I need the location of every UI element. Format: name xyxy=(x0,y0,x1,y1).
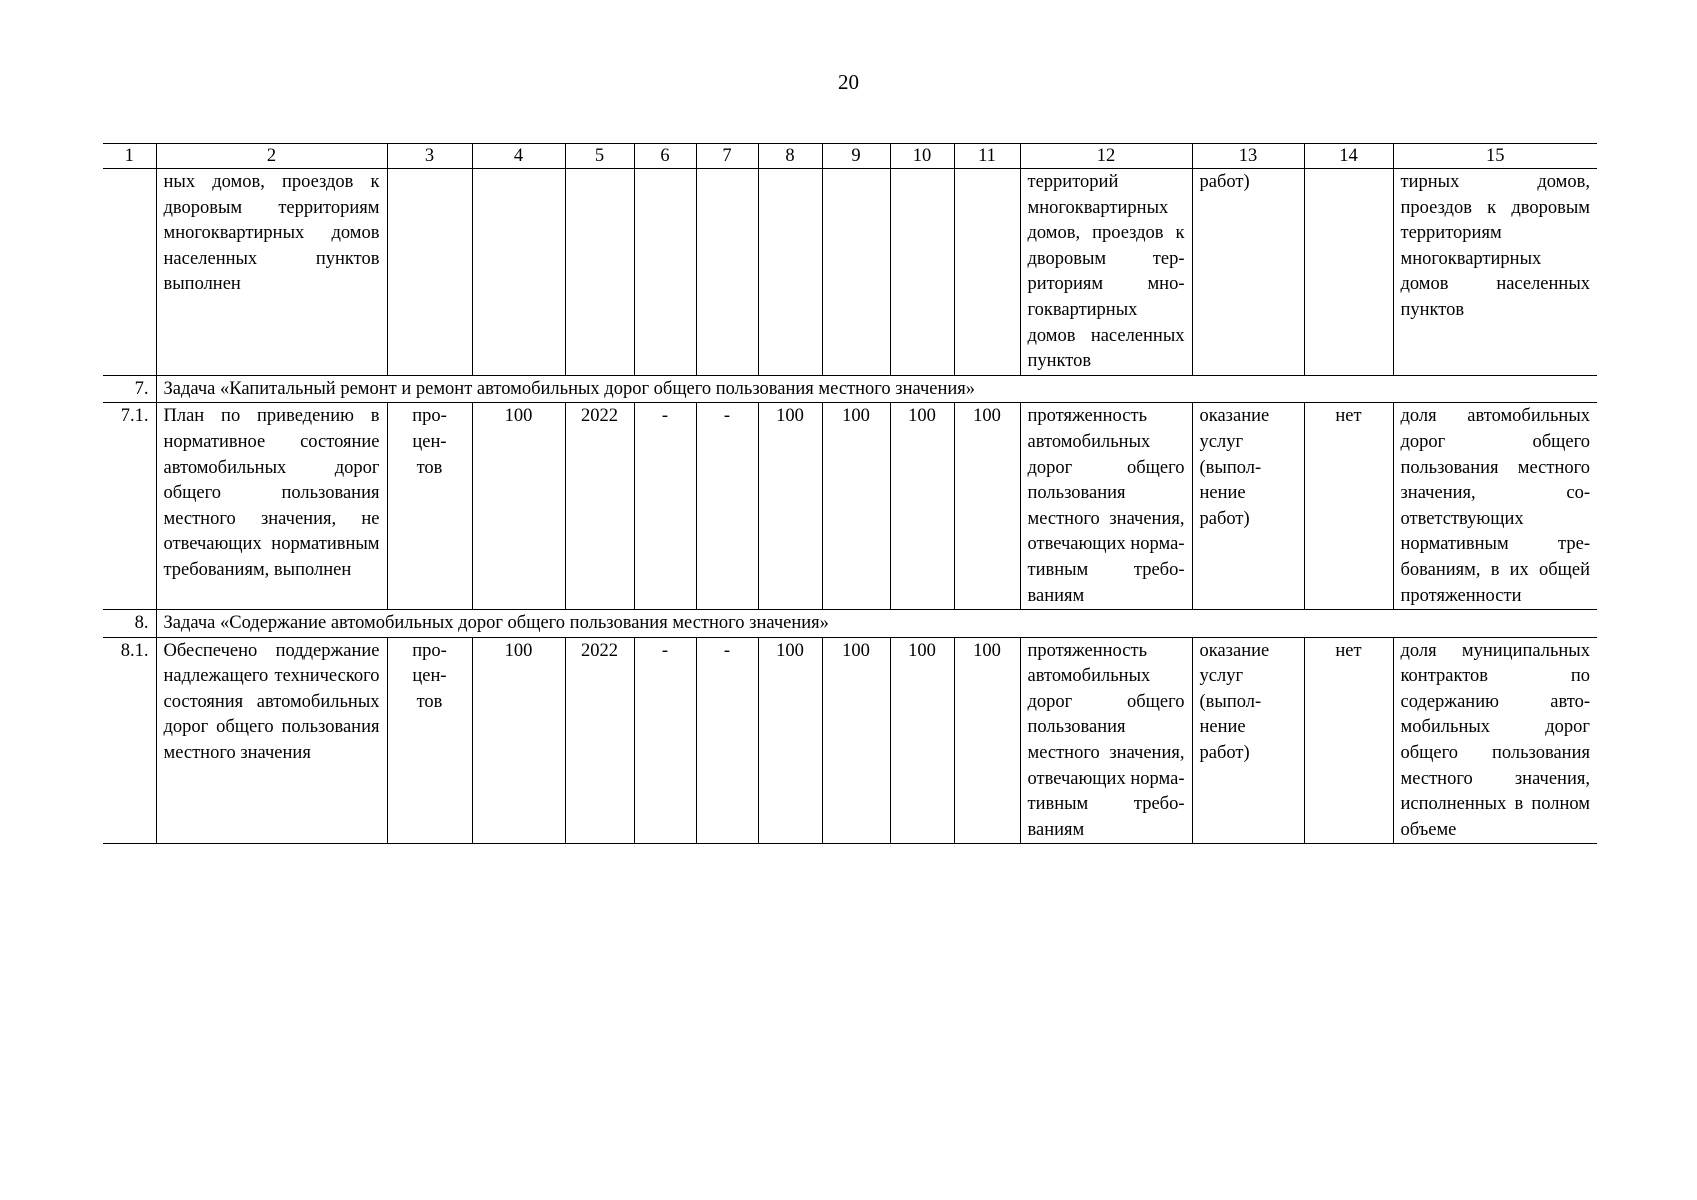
value-cell: - xyxy=(696,403,758,610)
table-cell xyxy=(822,169,890,376)
flag-cell: нет xyxy=(1304,403,1393,610)
row-number: 7.1. xyxy=(103,403,156,610)
indicators-table xyxy=(103,143,1597,844)
result-name-cell: План по приведению в нормативное состояние автомобильных дорог общего пользования местного значения, не отвечающих нормативным требованиям, выполнен xyxy=(156,403,387,610)
row-number: 8.1. xyxy=(103,637,156,844)
result-name-cell: ных домов, проездов к дворовым территориям многоквартирных домов населенных пунктов выполнен xyxy=(156,169,387,376)
value-cell: - xyxy=(634,637,696,844)
table-row xyxy=(103,403,1597,610)
value-cell: 100 xyxy=(954,403,1020,610)
base-value-cell: 100 xyxy=(472,403,565,610)
table-cell xyxy=(1304,169,1393,376)
task-row xyxy=(103,375,1597,403)
value-cell: 100 xyxy=(822,637,890,844)
task-number: 7. xyxy=(103,375,156,403)
value-cell: 100 xyxy=(954,637,1020,844)
type-cell: оказание услуг (выполнение работ) xyxy=(1192,403,1304,610)
column-number: 2 xyxy=(156,144,387,169)
type-cell: оказание услуг (выполнение работ) xyxy=(1192,637,1304,844)
row-number-cell xyxy=(103,169,156,376)
table-cell xyxy=(890,169,954,376)
indicator-cell: протяженность автомобильных дорог общего пользования местного значения, отвечающих нормативным требованиям xyxy=(1020,637,1192,844)
result-name-cell: Обеспечено поддержание надлежащего технического состояния автомобильных дорог общего пользования местного значения xyxy=(156,637,387,844)
task-title: Задача «Содержание автомобильных дорог общего пользования местного значения» xyxy=(156,610,1597,638)
value-cell: - xyxy=(634,403,696,610)
value-cell: 100 xyxy=(758,403,822,610)
type-cell: работ) xyxy=(1192,169,1304,376)
unit-cell: про- цен- тов xyxy=(387,403,472,610)
base-year-cell: 2022 xyxy=(565,637,634,844)
value-cell: 100 xyxy=(890,403,954,610)
column-number: 7 xyxy=(696,144,758,169)
task-row xyxy=(103,610,1597,638)
column-number: 15 xyxy=(1393,144,1597,169)
page-number: 20 xyxy=(838,70,859,94)
column-number: 9 xyxy=(822,144,890,169)
table-cell xyxy=(696,169,758,376)
base-year-cell: 2022 xyxy=(565,403,634,610)
column-number: 6 xyxy=(634,144,696,169)
table-cell xyxy=(387,169,472,376)
column-number: 1 xyxy=(103,144,156,169)
table-cell xyxy=(472,169,565,376)
column-number: 5 xyxy=(565,144,634,169)
flag-cell: нет xyxy=(1304,637,1393,844)
table-row xyxy=(103,637,1597,844)
table-cell xyxy=(954,169,1020,376)
value-cell: 100 xyxy=(890,637,954,844)
column-number: 13 xyxy=(1192,144,1304,169)
column-number: 3 xyxy=(387,144,472,169)
table-cell xyxy=(565,169,634,376)
unit-cell: про- цен- тов xyxy=(387,637,472,844)
column-number-row xyxy=(103,144,1597,169)
indicator-cell: протяженность автомобильных дорог общего пользования местного значения, отвечающих нормативным требованиям xyxy=(1020,403,1192,610)
table-cell xyxy=(634,169,696,376)
task-title: Задача «Капитальный ремонт и ремонт автомобильных дорог общего пользования местного значения» xyxy=(156,375,1597,403)
column-number: 11 xyxy=(954,144,1020,169)
column-number: 10 xyxy=(890,144,954,169)
value-cell: 100 xyxy=(822,403,890,610)
indicator-cell: территорий многоквартирных домов, проездов к дворовым территориям многоквартирных домов населенных пунктов xyxy=(1020,169,1192,376)
continuation-row xyxy=(103,169,1597,376)
column-number: 12 xyxy=(1020,144,1192,169)
value-cell: - xyxy=(696,637,758,844)
formula-cell: тирных домов, проездов к дворовым территориям многоквартирных домов населенных пунктов xyxy=(1393,169,1597,376)
column-number: 4 xyxy=(472,144,565,169)
table-cell xyxy=(758,169,822,376)
column-number: 14 xyxy=(1304,144,1393,169)
formula-cell: доля автомобильных дорог общего пользования местного значения, соответствующих нормативным требованиям, в их общей протяженности xyxy=(1393,403,1597,610)
formula-cell: доля муниципальных контрактов по содержанию автомобильных дорог общего пользования местного значения, исполненных в полном объеме xyxy=(1393,637,1597,844)
task-number: 8. xyxy=(103,610,156,638)
column-number: 8 xyxy=(758,144,822,169)
base-value-cell: 100 xyxy=(472,637,565,844)
value-cell: 100 xyxy=(758,637,822,844)
